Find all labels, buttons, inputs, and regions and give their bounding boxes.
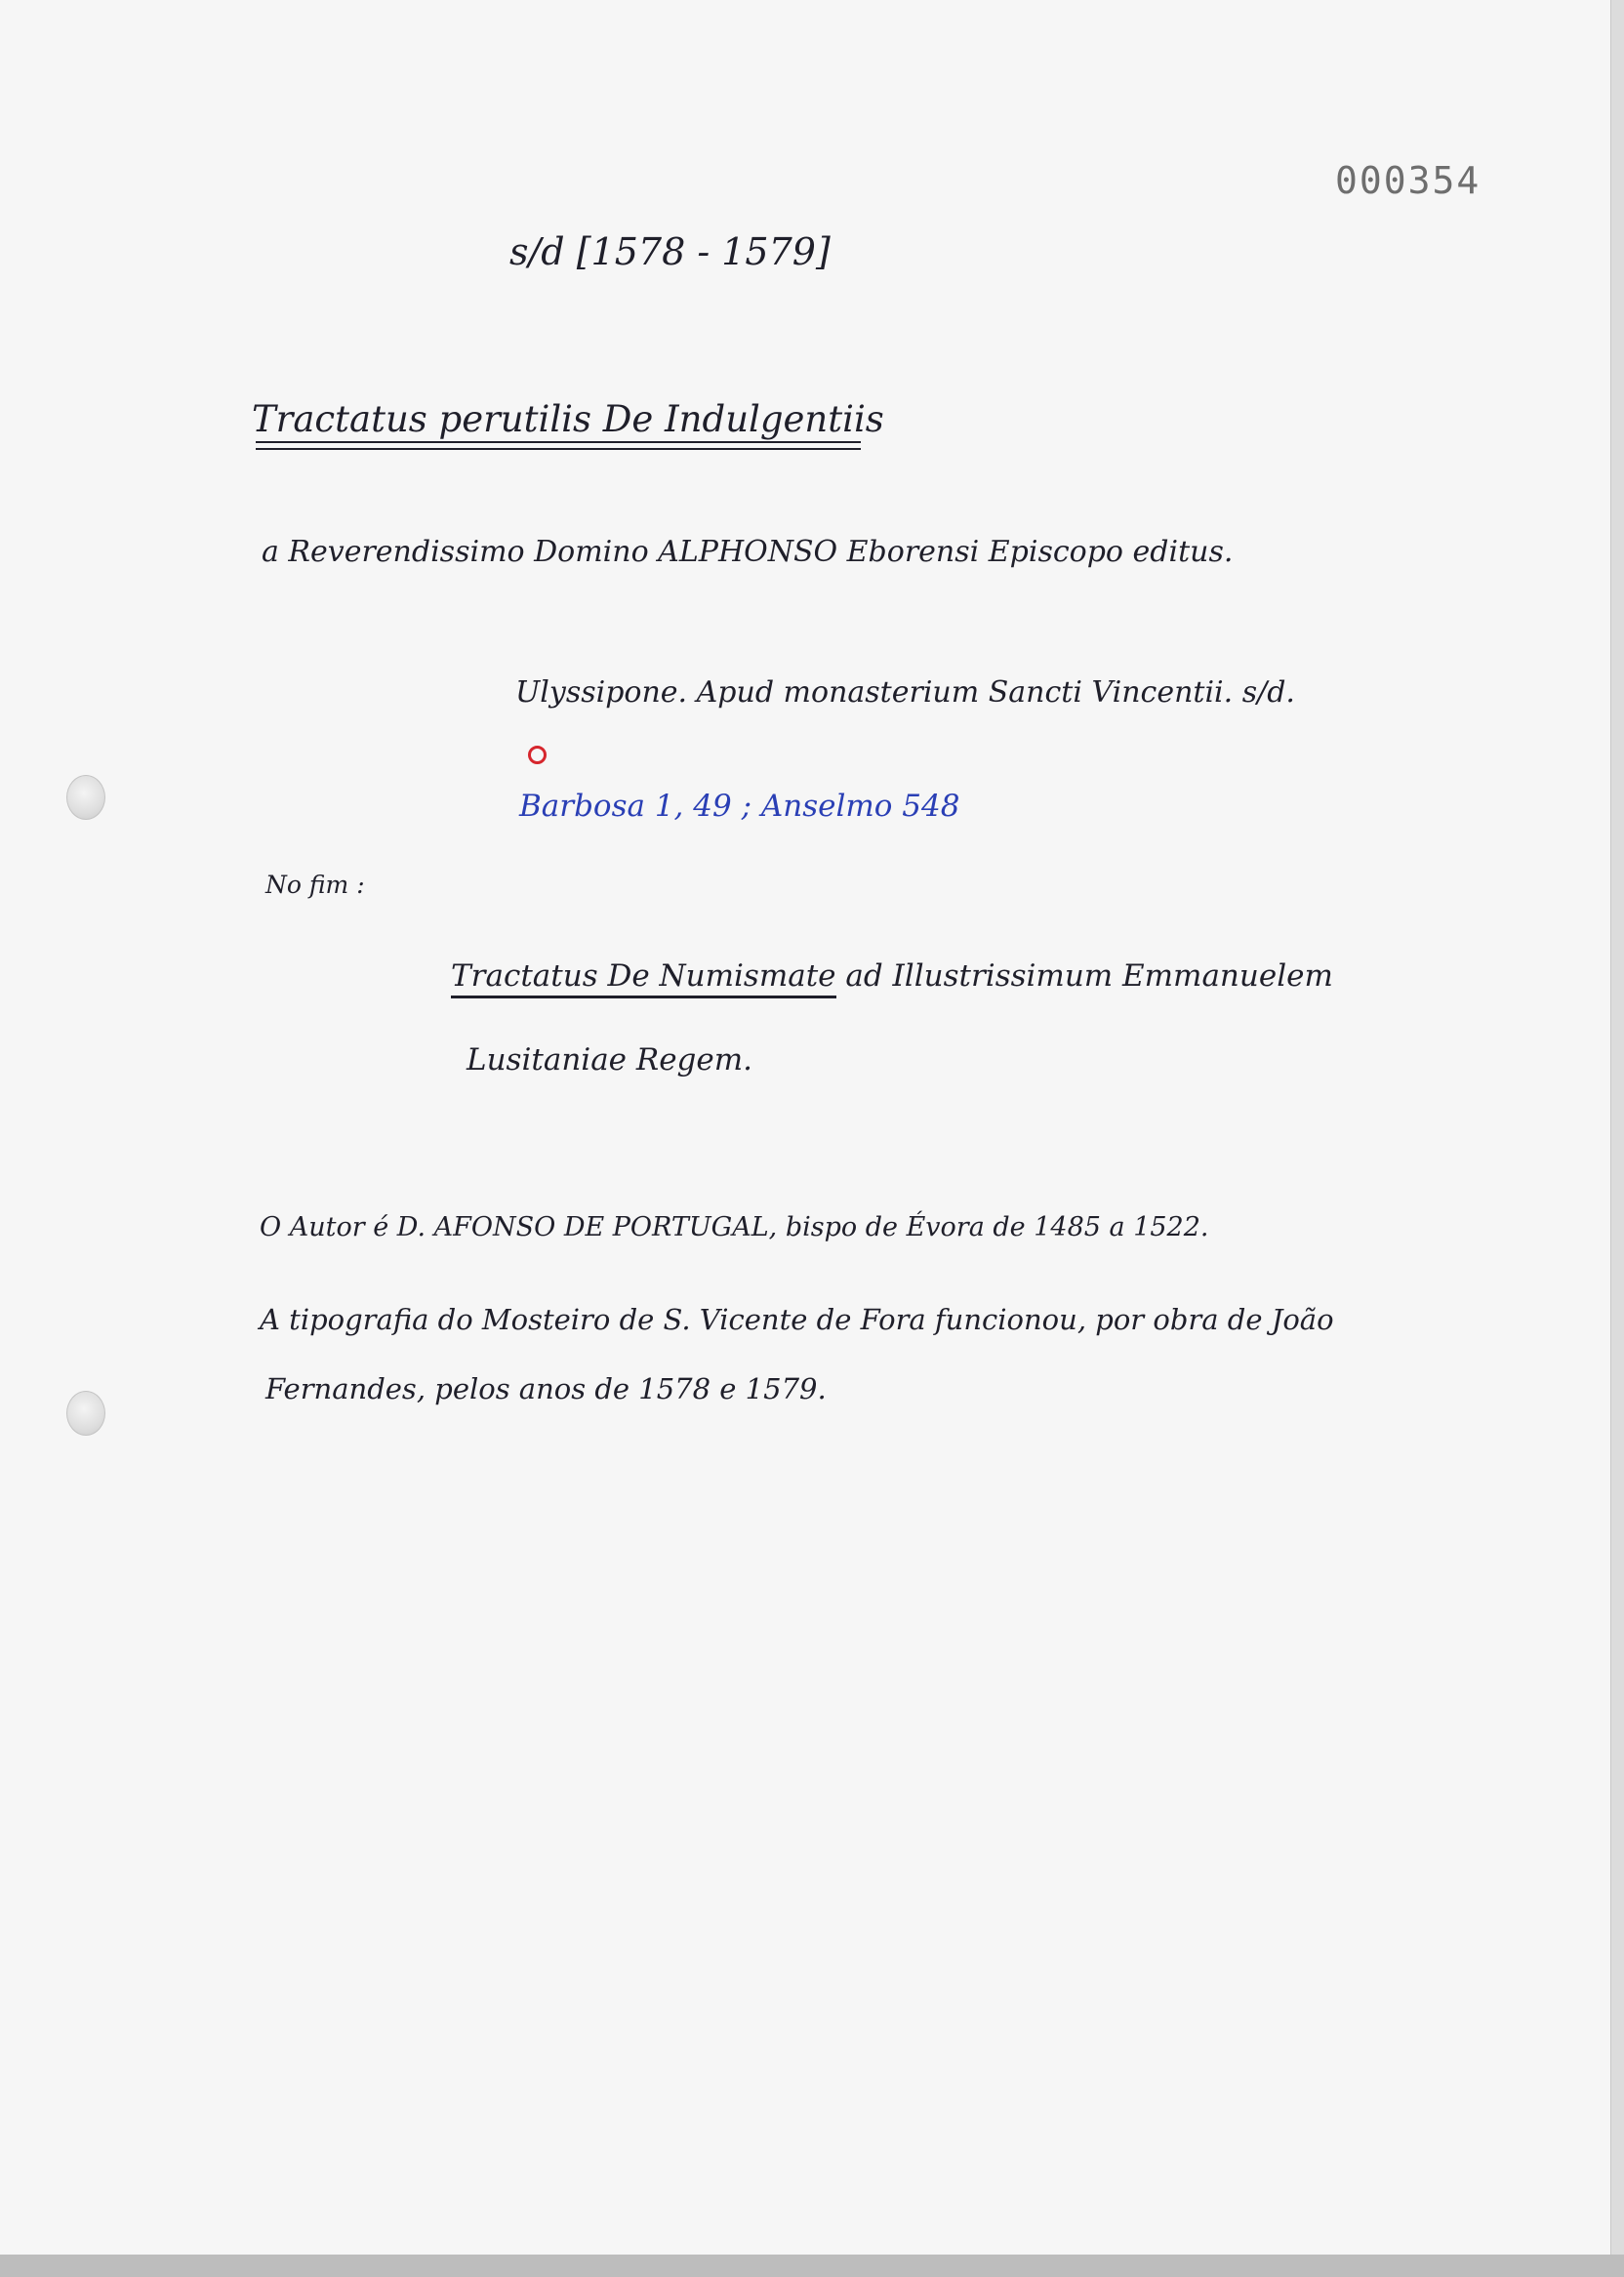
second-title-line2: Lusitaniae Regem. xyxy=(467,1042,753,1078)
punch-hole xyxy=(66,775,105,820)
punch-hole xyxy=(66,1391,105,1436)
document-title: Tractatus perutilis De Indulgentiis xyxy=(252,398,884,440)
editor-line: a Reverendissimo Domino ALPHONSO Eborensi Episcopo editus. xyxy=(262,535,1234,569)
title-underline xyxy=(256,448,861,450)
typography-note-line1: A tipografia do Mosteiro de S. Vicente de Fora funcionou, por obra de João xyxy=(260,1303,1334,1336)
date-line: s/d [1578 - 1579] xyxy=(509,230,831,273)
scan-edge xyxy=(0,2255,1624,2277)
typography-note-line2: Fernandes, pelos anos de 1578 e 1579. xyxy=(265,1372,827,1405)
title-underline xyxy=(256,441,861,443)
bibliographic-reference: Barbosa 1, 49 ; Anselmo 548 xyxy=(519,789,960,824)
imprint-line: Ulyssipone. Apud monasterium Sancti Vincentii. s/d. xyxy=(515,675,1295,710)
second-title-underlined: Tractatus De Numismate xyxy=(451,958,836,998)
author-note: O Autor é D. AFONSO DE PORTUGAL, bispo de Évora de 1485 a 1522. xyxy=(260,1212,1209,1242)
second-title-line1 xyxy=(451,958,1333,994)
second-title-rest: ad Illustrissimum Emmanuelem xyxy=(835,958,1333,994)
archive-stamp-number: 000354 xyxy=(1335,159,1482,202)
red-circle-mark xyxy=(528,746,547,764)
no-fim-label: No fim : xyxy=(265,871,365,899)
